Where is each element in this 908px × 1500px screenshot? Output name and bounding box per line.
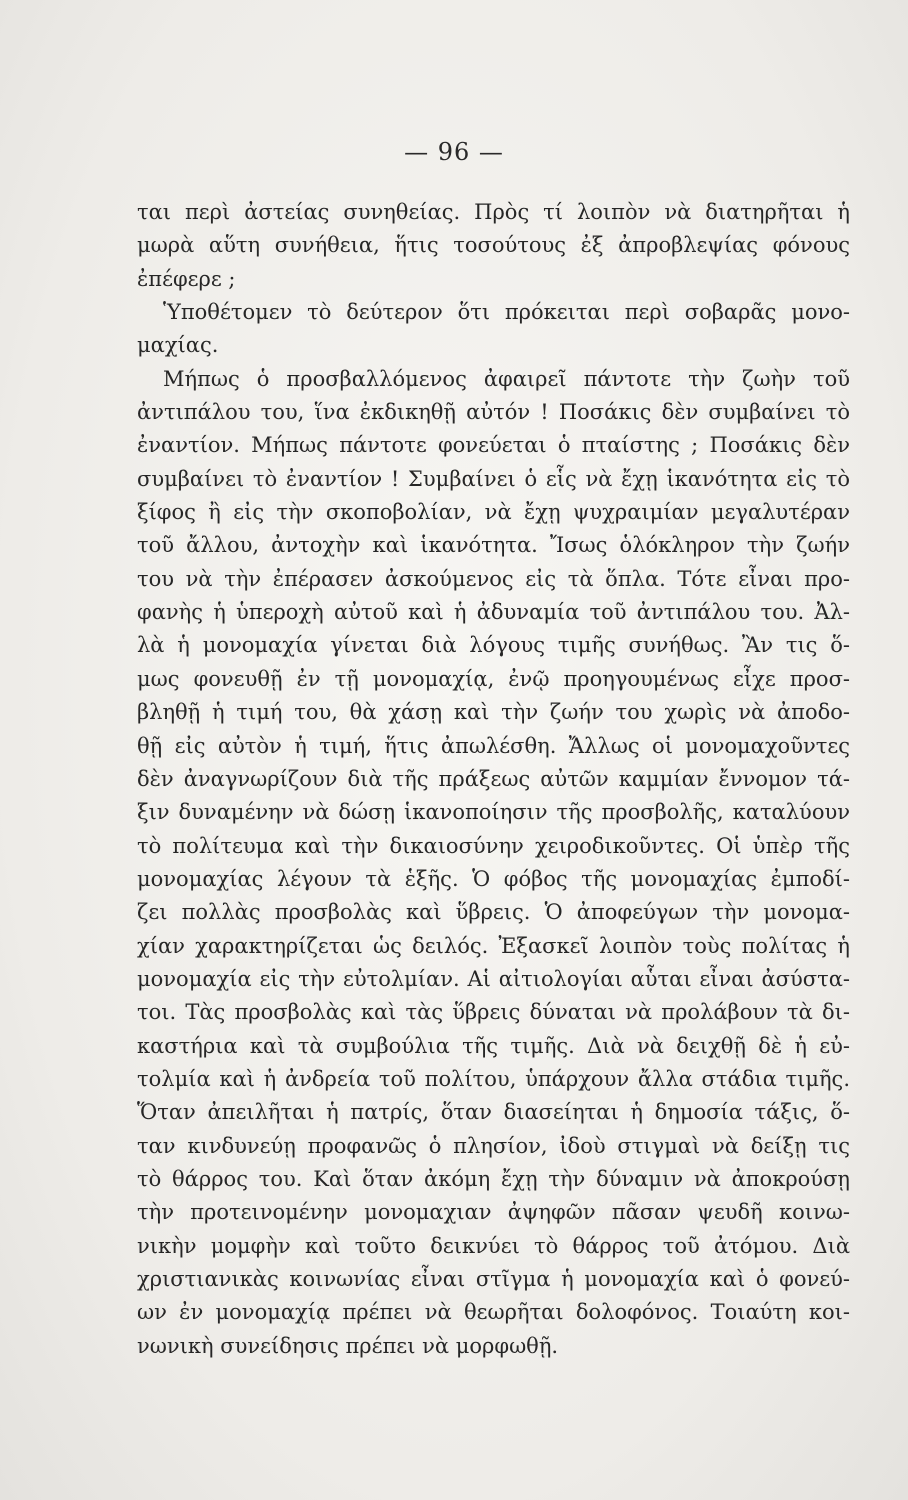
text-line: τοῦ ἄλλου, ἀντοχὴν καὶ ἱκανότητα. Ἴσως ὁλόκληρον τὴν ζωήν [137, 533, 850, 558]
text-line: τὸ θάρρος του. Καὶ ὅταν ἀκόμη ἔχῃ τὴν δύναμιν νὰ ἀποκρούσῃ [137, 1166, 850, 1191]
text-line: ταν κινδυνεύῃ προφανῶς ὁ πλησίον, ἰδοὺ στιγμαὶ νὰ δείξῃ τις [137, 1133, 850, 1158]
text-line: ξίφος ἢ εἰς τὴν σκοποβολίαν, νὰ ἔχῃ ψυχραιμίαν μεγαλυτέραν [137, 500, 850, 525]
body-text [137, 196, 850, 1363]
text-line: μαχίας. [137, 333, 219, 358]
text-line: μως φονευθῇ ἐν τῇ μονομαχίᾳ, ἐνῷ προηγουμένως εἶχε προσ- [137, 666, 850, 691]
text-line: τὸ πολίτευμα καὶ τὴν δικαιοσύνην χειροδικοῦντες. Οἱ ὑπὲρ τῆς [137, 833, 850, 858]
text-line: τολμία καὶ ἡ ἀνδρεία τοῦ πολίτου, ὑπάρχουν ἄλλα στάδια τιμῆς. [137, 1066, 850, 1091]
text-line: ἀντιπάλου του, ἵνα ἐκδικηθῇ αὐτόν ! Ποσάκις δὲν συμβαίνει τὸ [137, 400, 850, 425]
text-line: ξιν δυναμένην νὰ δώσῃ ἱκανοποίησιν τῆς προσβολῆς, καταλύουν [137, 800, 850, 825]
text-line: ἐναντίον. Μήπως πάντοτε φονεύεται ὁ πταίστης ; Ποσάκις δὲν [137, 433, 850, 458]
text-line: Μήπως ὁ προσβαλλόμενος ἀφαιρεῖ πάντοτε τὴν ζωὴν τοῦ [163, 366, 850, 391]
text-line: χριστιανικὰς κοινωνίας εἶναι στῖγμα ἡ μονομαχία καὶ ὁ φονεύ- [137, 1267, 850, 1291]
text-line: ται περὶ ἀστείας συνηθείας. Πρὸς τί λοιπὸν νὰ διατηρῆται ἡ [137, 200, 850, 224]
text-line: νικὴν μομφὴν καὶ τοῦτο δεικνύει τὸ θάρρος τοῦ ἀτόμου. Διὰ [137, 1233, 850, 1258]
text-line: του νὰ τὴν ἐπέρασεν ἀσκούμενος εἰς τὰ ὅπλα. Τότε εἶναι προ- [137, 566, 850, 591]
text-line: χίαν χαρακτηρίζεται ὡς δειλός. Ἐξασκεῖ λοιπὸν τοὺς πολίτας ἡ [137, 933, 850, 958]
text-line: ων ἐν μονομαχίᾳ πρέπει νὰ θεωρῆται δολοφόνος. Τοιαύτη κοι- [137, 1300, 850, 1325]
text-line: βληθῇ ἡ τιμή του, θὰ χάσῃ καὶ τὴν ζωήν του χωρὶς νὰ ἀποδο- [137, 700, 850, 725]
page-number: — 96 — [404, 138, 504, 166]
text-line: τὴν προτεινομένην μονομαχιαν ἀψηφῶν πᾶσαν ψευδῆ κοινω- [137, 1200, 850, 1225]
text-line: καστήρια καὶ τὰ συμβούλια τῆς τιμῆς. Διὰ νὰ δειχθῇ δὲ ἡ εὐ- [137, 1033, 850, 1058]
text-line: μονομαχία εἰς τὴν εὐτολμίαν. Αἱ αἰτιολογίαι αὗται εἶναι ἀσύστα- [137, 966, 850, 991]
text-line: μονομαχίας λέγουν τὰ ἑξῆς. Ὁ φόβος τῆς μονομαχίας ἐμποδί- [137, 866, 850, 891]
text-line: τοι. Τὰς προσβολὰς καὶ τὰς ὕβρεις δύναται νὰ προλάβουν τὰ δι- [137, 1000, 850, 1025]
text-line: θῇ εἰς αὐτὸν ἡ τιμή, ἥτις ἀπωλέσθη. Ἄλλως οἱ μονομαχοῦντες [137, 733, 850, 758]
text-line: νωνικὴ συνείδησις πρέπει νὰ μορφωθῇ. [137, 1333, 559, 1358]
text-line: λὰ ἡ μονομαχία γίνεται διὰ λόγους τιμῆς συνήθως. Ἂν τις ὅ- [137, 633, 850, 658]
text-line: Ὑποθέτομεν τὸ δεύτερον ὅτι πρόκειται περὶ σοβαρᾶς μονο- [163, 300, 850, 325]
text-line: ἐπέφερε ; [137, 266, 236, 291]
text-line: ζει πολλὰς προσβολὰς καὶ ὕβρεις. Ὁ ἀποφεύγων τὴν μονομα- [137, 900, 850, 925]
text-line: μωρὰ αὕτη συνήθεια, ἥτις τοσούτους ἐξ ἀπροβλεψίας φόνους [137, 233, 850, 258]
text-line: Ὅταν ἀπειλῆται ἡ πατρίς, ὅταν διασείηται ἡ δημοσία τάξις, ὅ- [137, 1100, 850, 1125]
text-line: συμβαίνει τὸ ἐναντίον ! Συμβαίνει ὁ εἷς νὰ ἔχῃ ἱκανότητα εἰς τὸ [137, 466, 850, 491]
text-line: φανὴς ἡ ὑπεροχὴ αὐτοῦ καὶ ἡ ἀδυναμία τοῦ ἀντιπάλου του. Ἀλ- [137, 600, 850, 625]
text-line: δὲν ἀναγνωρίζουν διὰ τῆς πράξεως αὐτῶν καμμίαν ἔννομον τά- [137, 766, 850, 791]
